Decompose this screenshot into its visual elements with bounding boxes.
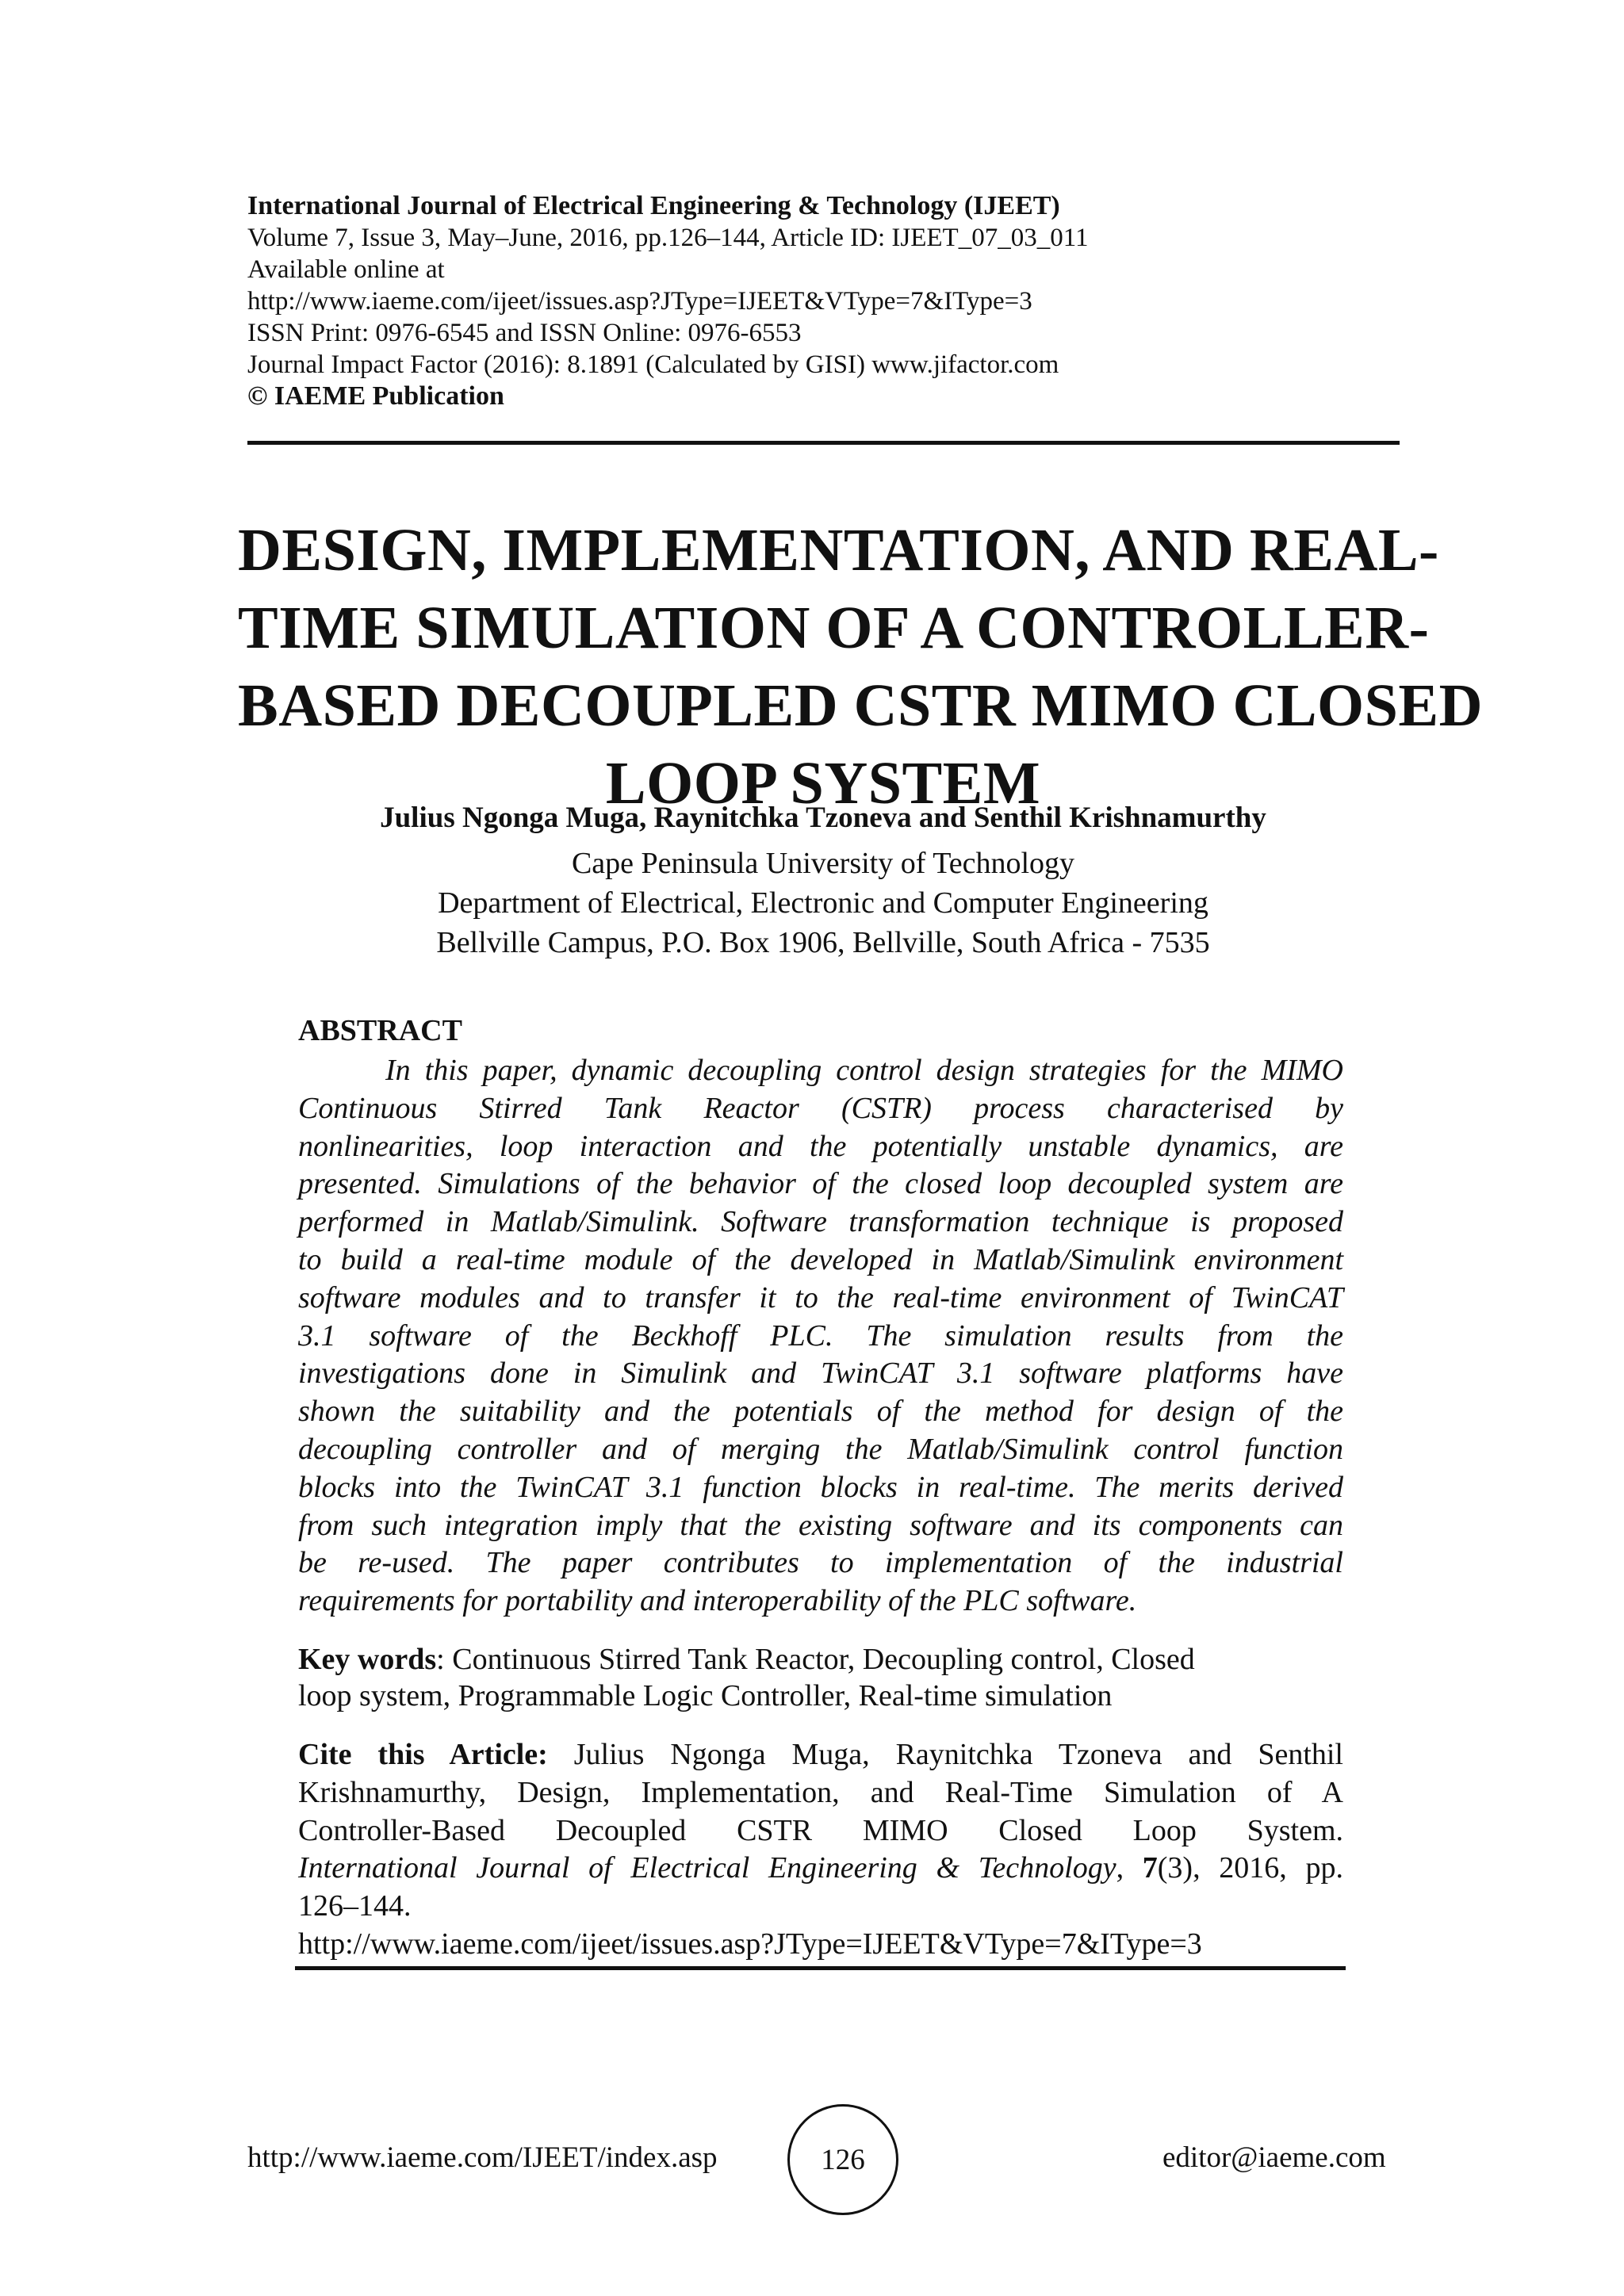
footer-url-link[interactable]: http://www.iaeme.com/IJEET/index.asp [247,2141,718,2174]
title-line: DESIGN, IMPLEMENTATION, AND REAL- [238,517,1439,584]
cite-sep: , [1116,1851,1143,1885]
keywords [298,1641,1343,1714]
abstract-line: presented. Simulations of the behavior of the closed loop decoupled system are [298,1167,1343,1201]
keywords-text: Continuous Stirred Tank Reactor, Decoupling control, Closed [452,1643,1195,1676]
abstract-line: blocks into the TwinCAT 3.1 function blocks in real-time. The merits derived [298,1470,1343,1504]
keywords-line: loop system, Programmable Logic Controller, Real-time simulation [298,1679,1113,1712]
abstract-heading: ABSTRACT [298,1014,462,1047]
abstract-line: shown the suitability and the potentials of the method for design of the [298,1395,1343,1429]
abstract-line: performed in Matlab/Simulink. Software transformation technique is proposed [298,1205,1343,1239]
journal-issue-link[interactable]: http://www.iaeme.com/ijeet/issues.asp?JType=IJEET&VType=7&IType=3 [247,287,1032,316]
abstract-line: investigations done in Simulink and TwinCAT 3.1 software platforms have [298,1357,1343,1391]
keywords-separator: : [436,1643,453,1676]
affiliation-line: Department of Electrical, Electronic and Computer Engineering [438,886,1208,920]
abstract-line: 3.1 software of the Beckhoff PLC. The simulation results from the [298,1318,1343,1353]
abstract-body [298,1052,1343,1621]
abstract-line: requirements for portability and interoperability of the PLC software. [298,1584,1137,1618]
abstract-line: to build a real-time module of the developed in Matlab/Simulink environment [298,1242,1343,1276]
authors: Julius Ngonga Muga, Raynitchka Tzoneva and Senthil Krishnamurthy [380,802,1266,834]
footer-email-link[interactable]: editor@iaeme.com [1162,2141,1386,2174]
abstract-line: nonlinearities, loop interaction and the potentially unstable dynamics, are [298,1129,1343,1163]
cite-url-link[interactable]: http://www.iaeme.com/ijeet/issues.asp?JType=IJEET&VType=7&IType=3 [298,1927,1202,1961]
cite-line [298,1850,1343,1888]
volume-line: Volume 7, Issue 3, May–June, 2016, pp.126–144, Article ID: IJEET_07_03_011 [247,224,1089,252]
title-line: LOOP SYSTEM [605,750,1041,817]
affiliation [238,844,1408,962]
available-online: Available online at [247,255,445,284]
page-number-text: 126 [821,2143,865,2176]
title-line: BASED DECOUPLED CSTR MIMO CLOSED [238,672,1483,739]
abstract-line: from such integration imply that the existing software and its components can [298,1508,1343,1542]
cite-this-article [298,1736,1343,1964]
cite-divider [295,1966,1346,1970]
abstract-line: In this paper, dynamic decoupling control design strategies for the MIMO [385,1054,1343,1087]
affiliation-line: Bellville Campus, P.O. Box 1906, Bellville, South Africa - 7535 [436,926,1210,959]
keywords-label: Key words [298,1643,437,1676]
cite-journal: International Journal of Electrical Engineering & Technology [298,1851,1116,1885]
cite-volume: 7 [1142,1851,1158,1885]
affiliation-line: Cape Peninsula University of Technology [571,847,1075,880]
header-divider [247,441,1400,445]
journal-title: International Journal of Electrical Engineering & Technology (IJEET) [247,191,1060,220]
cite-line: Krishnamurthy, Design, Implementation, and Real-Time Simulation of A [298,1775,1343,1809]
publisher-line: © IAEME Publication [247,381,504,411]
abstract-line: Continuous Stirred Tank Reactor (CSTR) process characterised by [298,1091,1343,1125]
paper-title [238,511,1483,822]
abstract-line: be re-used. The paper contributes to implementation of the industrial [298,1546,1343,1580]
cite-label: Cite this Article: [298,1738,548,1771]
title-line: TIME SIMULATION OF A CONTROLLER- [238,595,1430,661]
issn-line: ISSN Print: 0976-6545 and ISSN Online: 0976-6553 [247,319,802,347]
cite-line [298,1736,1343,1774]
abstract-line: decoupling controller and of merging the Matlab/Simulink control function [298,1432,1343,1466]
cite-pages: 126–144. [298,1889,412,1923]
cite-line: Controller-Based Decoupled CSTR MIMO Closed Loop System. [298,1813,1343,1847]
keywords-line [298,1641,1343,1678]
abstract-line: software modules and to transfer it to the real-time environment of TwinCAT [298,1280,1343,1314]
cite-issue-year: (3), 2016, pp. [1157,1851,1343,1885]
journal-header [247,190,1397,412]
page-number [787,2104,898,2215]
cite-authors: Julius Ngonga Muga, Raynitchka Tzoneva and Senthil [547,1738,1343,1771]
impact-factor-line: Journal Impact Factor (2016): 8.1891 (Calculated by GISI) www.jifactor.com [247,350,1059,379]
